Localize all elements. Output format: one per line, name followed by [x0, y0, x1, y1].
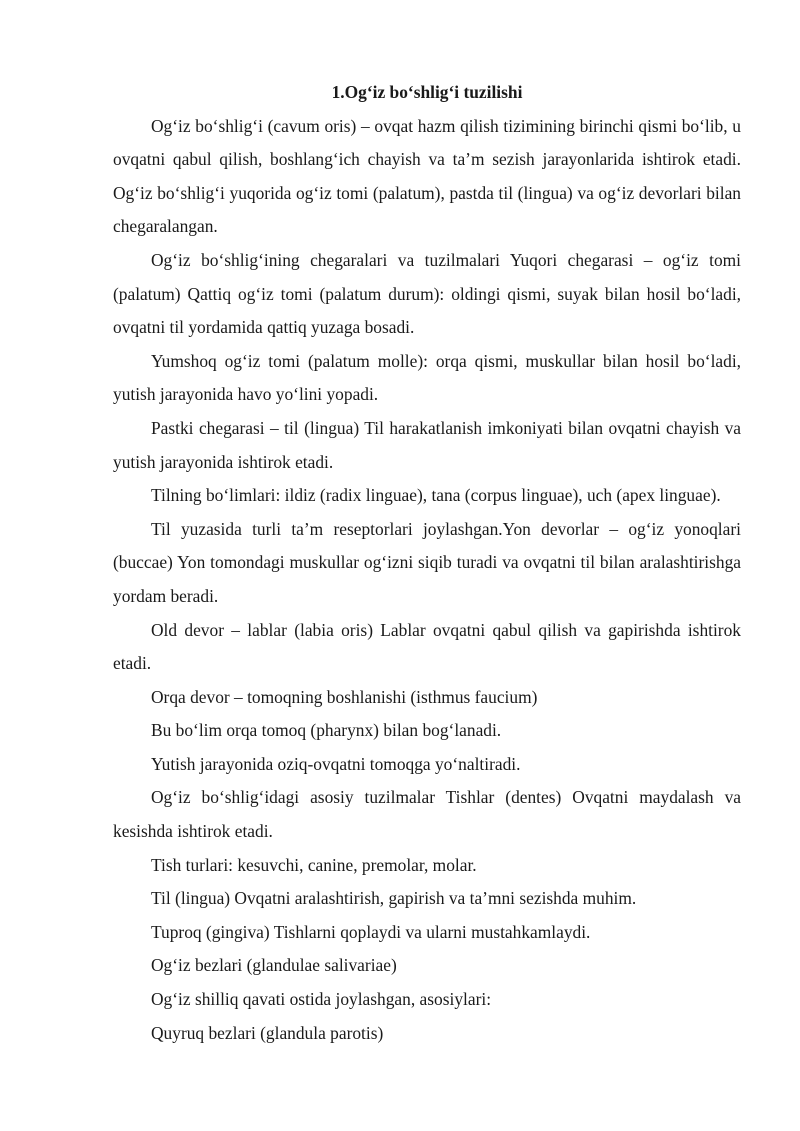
paragraph: Tish turlari: kesuvchi, canine, premolar, molar. [151, 854, 477, 875]
paragraph: Og‘iz shilliq qavati ostida joylashgan, asosiylari: [151, 989, 492, 1010]
paragraph: Yutish jarayonida oziq-ovqatni tomoqga yo‘naltiradi. [151, 753, 521, 774]
paragraph: Til (lingua) Ovqatni aralashtirish, gapirish va ta’mni sezishda muhim. [151, 888, 637, 909]
paragraph: Og‘iz bezlari (glandulae salivariae) [151, 955, 397, 976]
paragraph: Quyruq bezlari (glandula parotis) [151, 1022, 384, 1043]
paragraph: Orqa devor – tomoqning boshlanishi (isthmus faucium) [151, 686, 538, 707]
paragraph: Og‘iz bo‘shlig‘ining chegaralari va tuzilmalari Yuqori chegarasi – og‘iz tomi (palatum) Qattiq og‘iz tomi (palatum durum): oldingi qismi, suyak bilan hosil bo‘ladi, ovqatni til yordamida qattiq yuzaga bosadi. [113, 249, 741, 338]
paragraph: Tuproq (gingiva) Tishlarni qoplaydi va ularni mustahkamlaydi. [151, 921, 591, 942]
paragraph: Tilning bo‘limlari: ildiz (radix linguae), tana (corpus linguae), uch (apex linguae). [151, 485, 721, 506]
document-page [113, 76, 741, 1050]
paragraph: Til yuzasida turli ta’m reseptorlari joylashgan.Yon devorlar – og‘iz yonoqlari (buccae) Yon tomondagi muskullar og‘izni siqib turadi va ovqatni til bilan aralashtirishga yordam beradi. [113, 518, 741, 606]
paragraph: Og‘iz bo‘shlig‘idagi asosiy tuzilmalar Tishlar (dentes) Ovqatni maydalash va kesishda ishtirok etadi. [113, 787, 741, 842]
paragraph: Bu bo‘lim orqa tomoq (pharynx) bilan bog‘lanadi. [151, 720, 502, 741]
paragraph: Yumshoq og‘iz tomi (palatum molle): orqa qismi, muskullar bilan hosil bo‘ladi, yutish jarayonida havo yo‘lini yopadi. [113, 350, 741, 405]
paragraph: Pastki chegarasi – til (lingua) Til harakatlanish imkoniyati bilan ovqatni chayish va yutish jarayonida ishtirok etadi. [113, 417, 741, 472]
paragraph: Old devor – lablar (labia oris) Lablar ovqatni qabul qilish va gapirishda ishtirok etadi. [113, 619, 741, 674]
document-title: 1.Og‘iz bo‘shlig‘i tuzilishi [331, 82, 523, 102]
paragraph: Og‘iz bo‘shlig‘i (cavum oris) – ovqat hazm qilish tizimining birinchi qismi bo‘lib, u ovqatni qabul qilish, boshlang‘ich chayish va ta’m sezish jarayonlarida ishtirok etadi. Og‘iz bo‘shlig‘i yuqorida og‘iz tomi (palatum), pastda til (lingua) va og‘iz devorlari bilan chegaralangan. [113, 115, 741, 237]
